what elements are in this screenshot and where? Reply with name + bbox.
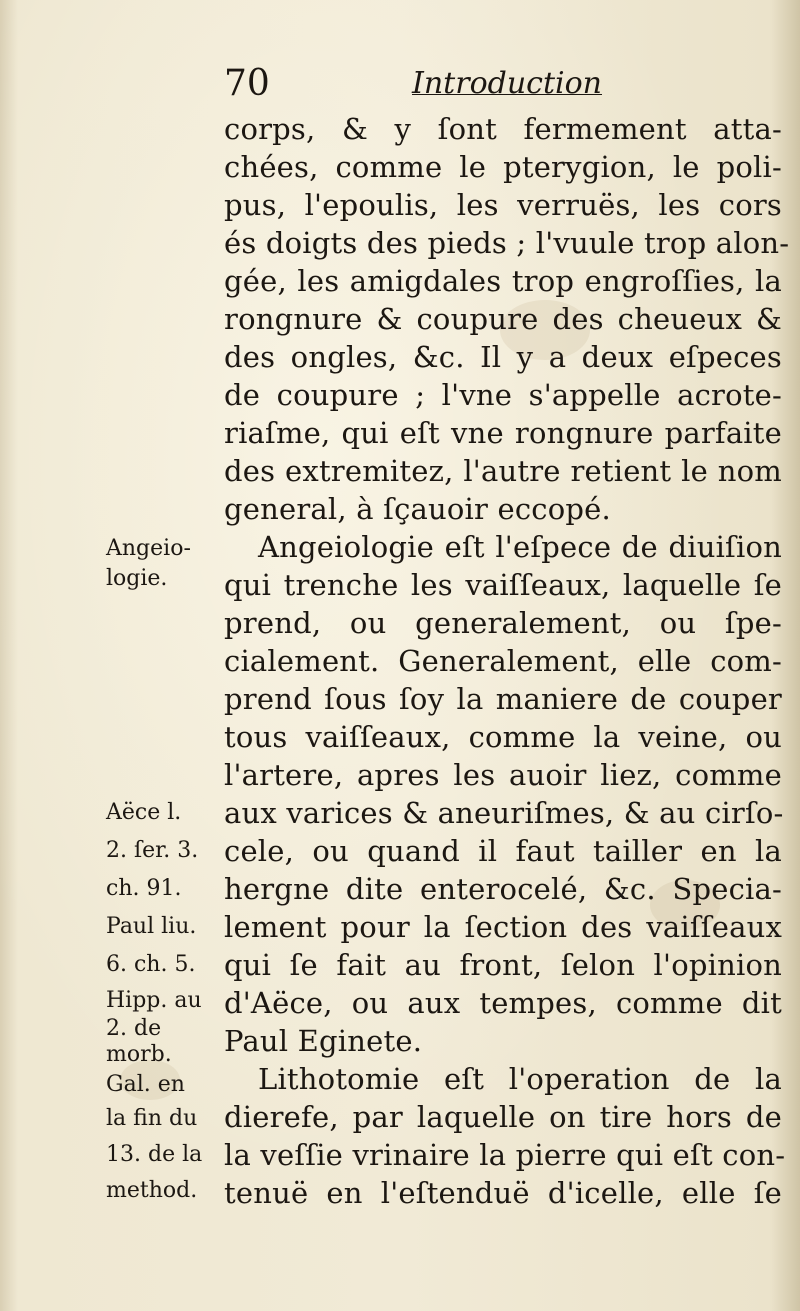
page-header [224, 62, 664, 106]
text-line: riaſme, qui eſt vne rongnure parfaite [224, 416, 782, 450]
text-line: pus, l'epoulis, les verruës, les cors [224, 188, 782, 222]
text-line: des ongles, &c. Il y a deux eſpeces [224, 340, 782, 374]
text-line: tous vaiſſeaux, comme la veine, ou [224, 720, 782, 754]
text-line: qui trenche les vaiſſeaux, laquelle ſe [224, 568, 782, 602]
margin-note: Paul liu. [106, 914, 197, 939]
text-line: prend ſous ſoy la maniere de couper [224, 682, 782, 716]
margin-note: Angeio- [106, 536, 191, 561]
text-line: cele, ou quand il faut tailler en la [224, 834, 782, 868]
paragraph-first-line: Angeiologie eſt l'eſpece de diuiſion [258, 530, 782, 564]
text-line: prend, ou generalement, ou ſpe- [224, 606, 782, 640]
paragraph-first-line: Lithotomie eſt l'operation de la [258, 1062, 782, 1096]
margin-note: 2. ſer. 3. [106, 838, 199, 863]
text-line: chées, comme le pterygion, le poli- [224, 150, 782, 184]
margin-note: Hipp. au [106, 988, 202, 1013]
margin-note: logie. [106, 566, 168, 591]
margin-note: Gal. en [106, 1072, 185, 1097]
text-line: lement pour la ſection des vaiſſeaux [224, 910, 782, 944]
text-line: qui ſe fait au front, ſelon l'opinion [224, 948, 782, 982]
text-line: la veſſie vrinaire la pierre qui eſt con- [224, 1138, 786, 1172]
margin-note: 6. ch. 5. [106, 952, 196, 977]
text-line: l'artere, apres les auoir liez, comme [224, 758, 782, 792]
text-line: Paul Eginete. [224, 1024, 423, 1058]
margin-note: la fin du [106, 1106, 198, 1131]
text-line: cialement. Generalement, elle com- [224, 644, 782, 678]
text-line: dierefe, par laquelle on tire hors de [224, 1100, 782, 1134]
margin-note: morb. [106, 1042, 172, 1067]
text-line: gée, les amigdales trop engroſſies, la [224, 264, 782, 298]
text-line: aux varices & aneuriſmes, & au cirſo- [224, 796, 784, 830]
margin-note: method. [106, 1178, 198, 1203]
text-line: rongnure & coupure des cheueux & [224, 302, 782, 336]
text-line: d'Aëce, ou aux tempes, comme dit [224, 986, 782, 1020]
margin-note: Aëce l. [106, 800, 182, 825]
text-line: de coupure ; l'vne s'appelle acrote- [224, 378, 782, 412]
text-line: des extremitez, l'autre retient le nom [224, 454, 782, 488]
text-line: hergne dite enterocelé, &c. Specia- [224, 872, 782, 906]
page-number: 70 [224, 63, 270, 104]
running-title: Introduction [412, 66, 602, 101]
text-line: és doigts des pieds ; l'vuule trop alon- [224, 226, 790, 260]
margin-note: 2. de [106, 1016, 162, 1041]
margin-note: 13. de la [106, 1142, 203, 1167]
text-line: tenuë en l'eſtenduë d'icelle, elle ſe [224, 1176, 782, 1210]
margin-note: ch. 91. [106, 876, 182, 901]
text-line: general, à ſçauoir eccopé. [224, 492, 611, 526]
text-line: corps, & y ſont fermement atta- [224, 112, 782, 146]
